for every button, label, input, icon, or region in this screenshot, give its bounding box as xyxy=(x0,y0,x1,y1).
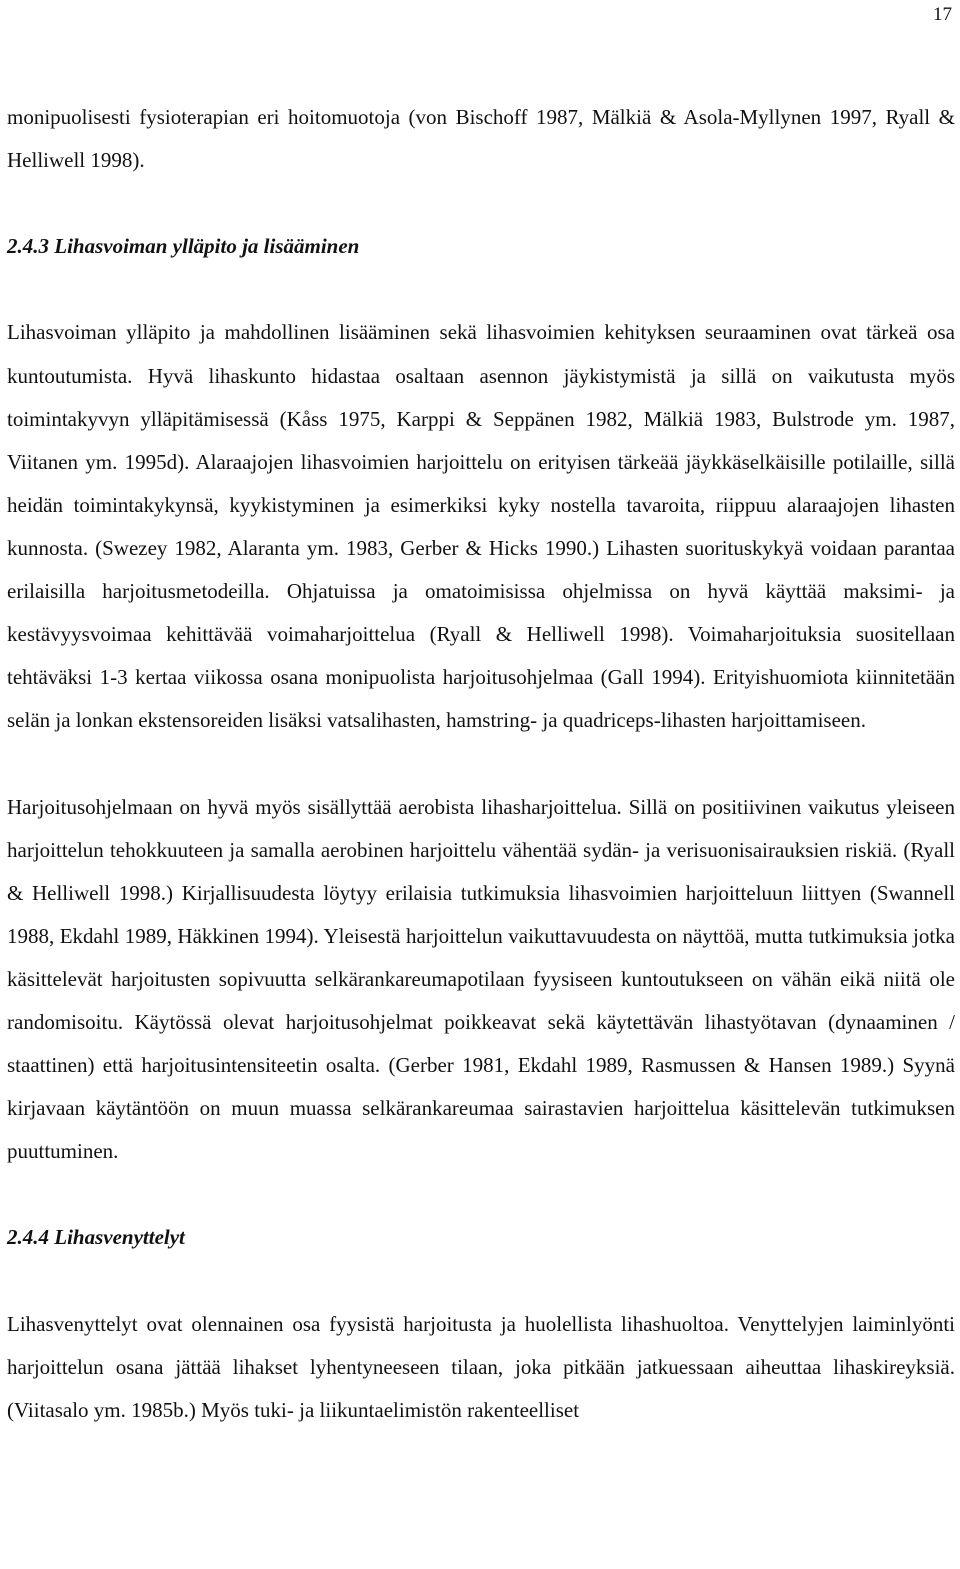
section-heading-244: 2.4.4 Lihasvenyttelyt xyxy=(7,1225,185,1250)
spacer xyxy=(7,742,955,785)
spacer xyxy=(7,1173,955,1216)
section-243-paragraph-1: Lihasvoiman ylläpito ja mahdollinen lisääminen sekä lihasvoimien kehityksen seuraaminen ovat tärkeä osa kuntoutumista. Hyvä lihaskunto hidastaa osaltaan asennon jäykistymistä ja sillä on vaikutusta myös toimintakyvyn ylläpitämisessä (Kåss 1975, Karppi & Seppänen 1982, Mälkiä 1983, Bulstrode ym. 1987, Viitanen ym. 1995d). Alaraajojen lihasvoimien harjoittelu on erityisen tärkeää jäykkäselkäisille potilaille, sillä heidän toimintakykynsä, kyykistyminen ja esimerkiksi kyky nostella tavaroita, riippuu alaraajojen lihasten kunnosta. (Swezey 1982, Alaranta ym. 1983, Gerber & Hicks 1990.) Lihasten suorituskykyä voidaan parantaa erilaisilla harjoitusmetodeilla. Ohjatuissa ja omatoimisissa ohjelmissa on hyvä käyttää maksimi- ja kestävyysvoimaa kehittävää voimaharjoittelua (Ryall & Helliwell 1998). Voimaharjoituksia suositellaan tehtäväksi 1-3 kertaa viikossa osana monipuolista harjoitusohjelmaa (Gall 1994). Erityishuomiota kiinnitetään selän ja lonkan ekstensoreiden lisäksi vatsalihasten, hamstring- ja quadriceps-lihasten harjoittamiseen. xyxy=(7,320,955,733)
document-body xyxy=(7,96,955,1432)
section-243-paragraph-2: Harjoitusohjelmaan on hyvä myös sisällyttää aerobista lihasharjoittelua. Sillä on positiivinen vaikutus yleiseen harjoittelun tehokkuuteen ja samalla aerobinen harjoittelu vähentää sydän- ja verisuonisairauksien riskiä. (Ryall & Helliwell 1998.) Kirjallisuudesta löytyy erilaisia tutkimuksia lihasvoimien harjoitteluun liittyen (Swannell 1988, Ekdahl 1989, Häkkinen 1994). Yleisestä harjoittelun vaikuttavuudesta on näyttöä, mutta tutkimuksia jotka käsittelevät harjoitusten sopivuutta selkärankareumapotilaan fyysiseen kuntoutukseen on vähän eikä niitä ole randomisoitu. Käytössä olevat harjoitusohjelmat poikkeavat sekä käytettävän lihastyötavan (dynaaminen / staattinen) että harjoitusintensiteetin osalta. (Gerber 1981, Ekdahl 1989, Rasmussen & Hansen 1989.) Syynä kirjavaan käytäntöön on muun muassa selkärankareumaa sairastavien harjoittelua käsittelevän tutkimuksen puuttuminen. xyxy=(7,794,955,1164)
section-heading-243: 2.4.3 Lihasvoiman ylläpito ja lisääminen xyxy=(7,234,360,259)
page-number: 17 xyxy=(933,4,952,25)
intro-paragraph-tail: monipuolisesti fysioterapian eri hoitomuotoja (von Bischoff 1987, Mälkiä & Asola-Myllynen 1997, Ryall & Helliwell 1998). xyxy=(7,105,955,173)
spacer xyxy=(7,1260,955,1303)
spacer xyxy=(7,268,955,311)
spacer xyxy=(7,182,955,225)
section-244-paragraph-1: Lihasvenyttelyt ovat olennainen osa fyysistä harjoitusta ja huolellista lihashuoltoa. Venyttelyjen laiminlyönti harjoittelun osana jättää lihakset lyhentyneeseen tilaan, joka pitkään jatkuessaan aiheuttaa lihaskireyksiä. (Viitasalo ym. 1985b.) Myös tuki- ja liikuntaelimistön rakenteelliset xyxy=(7,1311,955,1422)
